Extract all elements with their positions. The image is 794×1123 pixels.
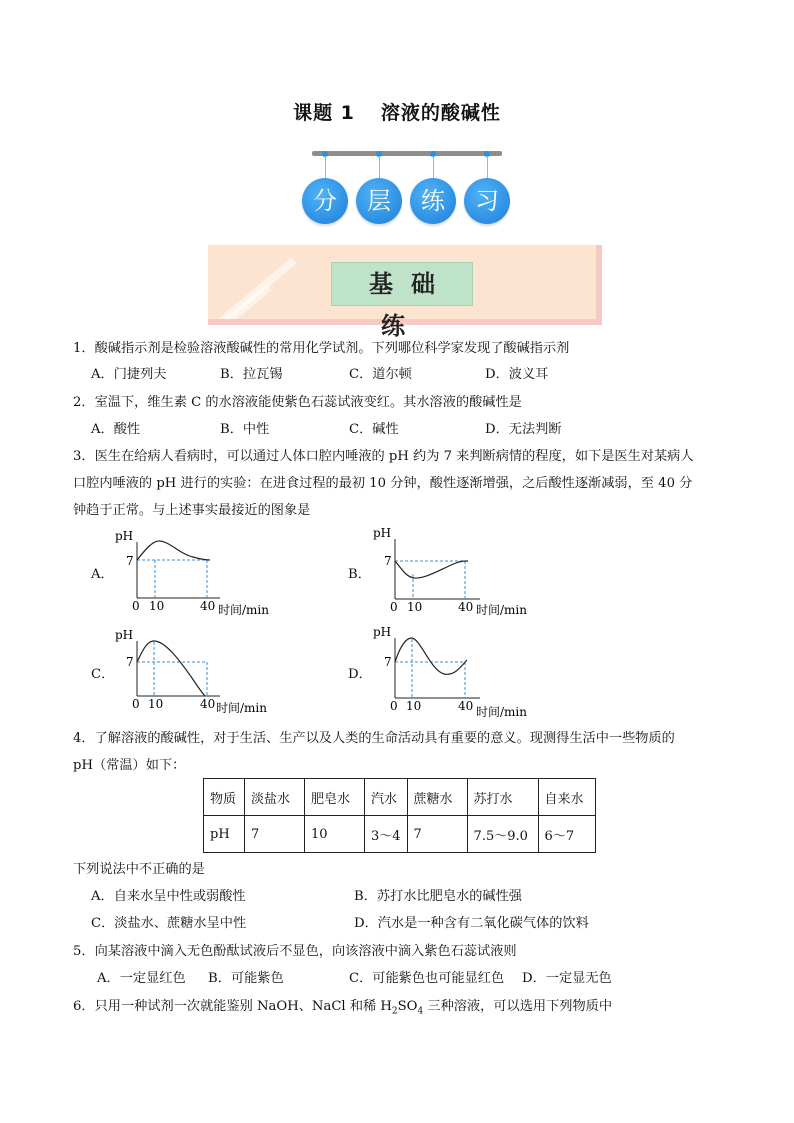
graph-b-ylabel: pH xyxy=(373,526,392,540)
banner-string xyxy=(433,156,434,178)
ph-table xyxy=(203,778,596,853)
q2-option-c: C．碱性 xyxy=(349,422,399,437)
title-topic: 溶液的酸碱性 xyxy=(380,102,501,124)
graph-a-ytick-7: 7 xyxy=(126,554,134,568)
svg-text:0: 0 xyxy=(132,697,140,711)
svg-text:40: 40 xyxy=(458,699,474,713)
banner-char-fen: 分 xyxy=(302,178,348,224)
table-cell: 6～7 xyxy=(538,816,595,853)
graph-c-ylabel: pH xyxy=(115,628,134,642)
svg-text:时间/min: 时间/min xyxy=(216,701,267,715)
banner-string xyxy=(487,156,488,178)
banner-char-xi: 习 xyxy=(464,178,510,224)
question-3-line-3: 钟趋于正常。与上述事实最接近的图象是 xyxy=(73,503,311,518)
table-cell: 苏打水 xyxy=(467,779,538,816)
q2-option-b: B．中性 xyxy=(220,422,270,437)
graph-c-ytick-7: 7 xyxy=(126,655,134,669)
table-cell: 7 xyxy=(407,816,467,853)
table-cell: 淡盐水 xyxy=(245,779,305,816)
table-cell: 自来水 xyxy=(538,779,595,816)
table-cell: 肥皂水 xyxy=(305,779,365,816)
table-cell: 物质 xyxy=(204,779,245,816)
banner-char-lian: 练 xyxy=(410,178,456,224)
question-4-prompt: 下列说法中不正确的是 xyxy=(73,862,205,877)
table-row xyxy=(204,816,596,853)
table-cell: 7 xyxy=(245,816,305,853)
svg-text:时间/min: 时间/min xyxy=(218,603,269,617)
graph-d-ytick-7: 7 xyxy=(384,655,392,669)
q5-option-b: B．可能紫色 xyxy=(208,971,284,986)
q5-option-d: D．一定显无色 xyxy=(522,971,612,986)
q1-option-d: D．波义耳 xyxy=(485,367,549,382)
svg-text:10: 10 xyxy=(407,600,423,614)
question-6-stem: 6．只用一种试剂一次就能鉴别 NaOH、NaCl 和稀 $H_2SO_4$ 三种溶液，可以选用下列物质中 xyxy=(73,999,613,1017)
title-lesson-number: 课题 1 xyxy=(293,102,355,124)
svg-text:0: 0 xyxy=(390,699,398,713)
table-cell: 7.5～9.0 xyxy=(467,816,538,853)
graph-d xyxy=(368,622,543,720)
graph-a-label: A． xyxy=(91,567,114,582)
table-cell: pH xyxy=(204,816,245,853)
svg-text:10: 10 xyxy=(148,697,164,711)
q4-option-b: B．苏打水比肥皂水的碱性强 xyxy=(354,889,522,904)
svg-text:0: 0 xyxy=(132,599,140,613)
banner-char-ceng: 层 xyxy=(356,178,402,224)
question-3-line-1: 3．医生在给病人看病时，可以通过人体口腔内唾液的 pH 约为 7 来判断病情的程度，如下是医生对某病人 xyxy=(73,449,694,464)
graph-c-label: C． xyxy=(91,667,115,682)
question-3-line-2: 口腔内唾液的 pH 进行的实验：在进食过程的最初 10 分钟，酸性逐渐增强，之后酸性逐渐减弱，至 40 分 xyxy=(73,476,693,491)
q4-option-d: D．汽水是一种含有二氧化碳气体的饮料 xyxy=(354,916,589,931)
svg-text:0: 0 xyxy=(390,600,398,614)
graph-b-ytick-7: 7 xyxy=(384,554,392,568)
svg-text:时间/min: 时间/min xyxy=(476,603,527,617)
question-2-stem: 2．室温下，维生素 C 的水溶液能使紫色石蕊试液变红。其水溶液的酸碱性是 xyxy=(73,395,522,410)
table-cell: 蔗糖水 xyxy=(407,779,467,816)
page-title xyxy=(0,98,794,125)
svg-text:10: 10 xyxy=(406,699,422,713)
question-5-stem: 5．向某溶液中滴入无色酚酞试液后不显色，向该溶液中滴入紫色石蕊试液则 xyxy=(73,944,517,959)
banner-string xyxy=(379,156,380,178)
q5-option-c: C．可能紫色也可能显红色 xyxy=(349,971,505,986)
q2-option-a: A．酸性 xyxy=(91,422,141,437)
graph-a-ylabel: pH xyxy=(115,529,134,543)
svg-text:40: 40 xyxy=(200,697,216,711)
q1-option-b: B．拉瓦锡 xyxy=(220,367,283,382)
question-4-line-1: 4．了解溶液的酸碱性，对于生活、生产以及人类的生命活动具有重要的意义。现测得生活中一些物质的 xyxy=(73,731,675,746)
banner-string xyxy=(325,156,326,178)
graph-b xyxy=(368,524,543,618)
q1-option-c: C．道尔顿 xyxy=(349,367,412,382)
graph-d-ylabel: pH xyxy=(373,625,392,639)
graph-b-label: B． xyxy=(348,567,371,582)
graph-d-label: D． xyxy=(348,667,372,682)
q1-option-a: A．门捷列夫 xyxy=(91,367,167,382)
table-cell: 10 xyxy=(305,816,365,853)
q5-option-a: A．一定显红色 xyxy=(97,971,186,986)
svg-text:40: 40 xyxy=(200,599,216,613)
table-cell: 3～4 xyxy=(365,816,408,853)
question-4-line-2: pH（常温）如下： xyxy=(73,758,186,773)
table-header-row xyxy=(204,779,596,816)
question-1-stem: 1．酸碱指示剂是检验溶液酸碱性的常用化学试剂。下列哪位科学家发现了酸碱指示剂 xyxy=(73,341,570,356)
q4-option-c: C．淡盐水、蔗糖水呈中性 xyxy=(91,916,247,931)
banner-bar xyxy=(312,151,502,156)
svg-text:10: 10 xyxy=(149,599,165,613)
graph-c xyxy=(110,626,280,720)
section-title: 基础练 xyxy=(331,262,473,306)
svg-text:时间/min: 时间/min xyxy=(476,705,527,719)
svg-text:40: 40 xyxy=(458,600,474,614)
q4-option-a: A．自来水呈中性或弱酸性 xyxy=(91,889,246,904)
table-cell: 汽水 xyxy=(365,779,408,816)
q2-option-d: D．无法判断 xyxy=(485,422,562,437)
graph-a xyxy=(110,528,280,618)
